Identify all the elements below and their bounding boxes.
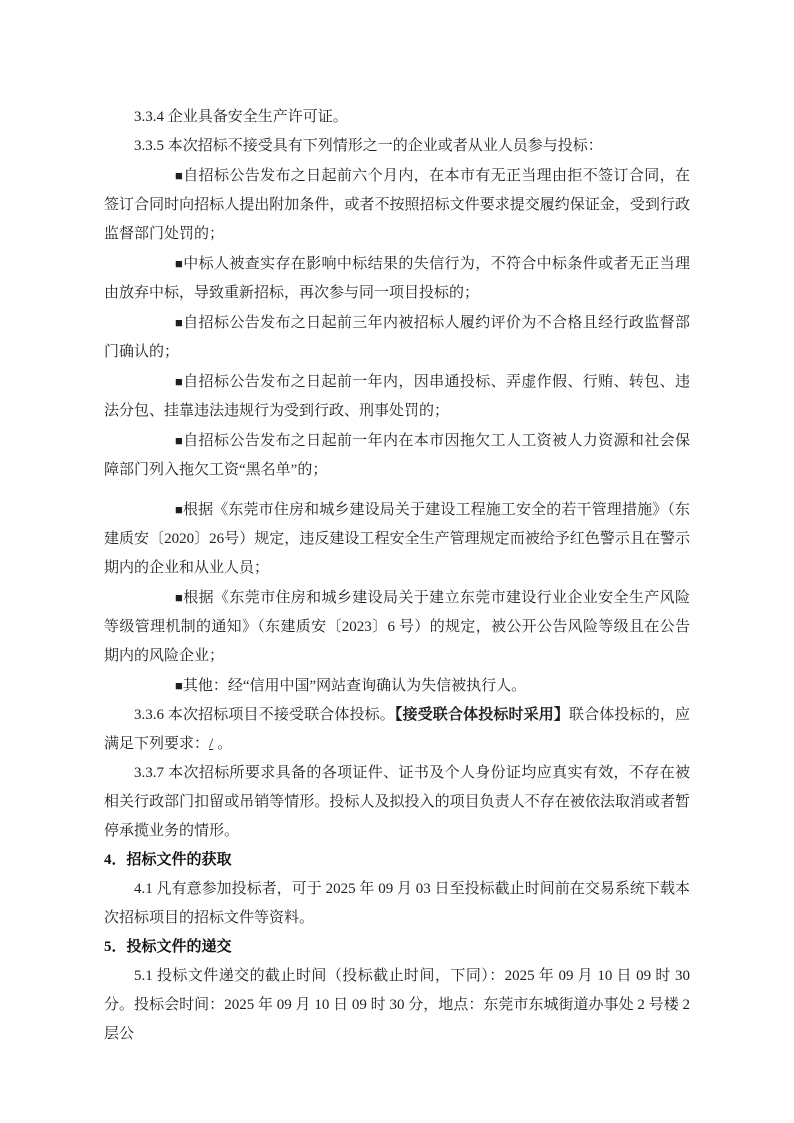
bullet-square-icon: ■ (175, 315, 184, 330)
disqualification-item-7 (104, 583, 690, 671)
bullet-square-icon: ■ (175, 374, 184, 389)
clause-3-3-7: 3.3.7 本次招标所要求具备的各项证件、证书及个人身份证均应真实有效，不存在被相关行政部门扣留或吊销等情形。投标人及拟投入的项目负责人不存在被依法取消或者暂停承揽业务的情形。 (104, 765, 690, 839)
clause-3-3-6 (104, 701, 690, 759)
disqualification-item-8-text: 其他：经“信用中国”网站查询确认为失信被执行人。 (182, 678, 527, 694)
clause-3-3-6-mid: 联合体投标的，应满足下列要求： (104, 707, 690, 752)
clause-5-1: 5.1 投标文件递交的截止时间（投标截止时间，下同）：2025 年 09 月 10 日 09 时 30 分。投标会时间：2025 年 09 月 10 日 09 时 30 分，地点：东莞市东城街道办事处 2 号楼 2 层公 (104, 968, 690, 1042)
disqualification-item-1 (104, 161, 690, 249)
clause-3-3-4: 3.3.4 企业具备安全生产许可证。 (134, 109, 348, 125)
document-body (104, 103, 690, 1049)
bullet-square-icon: ■ (175, 168, 184, 183)
bullet-square-icon: ■ (175, 433, 184, 448)
clause-3-3-6-bold-note: 【接受联合体投标时采用】 (394, 707, 570, 723)
disqualification-item-3 (104, 308, 690, 367)
disqualification-item-5 (104, 426, 690, 485)
disqualification-item-4-text: 自招标公告发布之日起前一年内，因串通投标、弄虚作假、行贿、转包、违法分包、挂靠违法违规行为受到行政、刑事处罚的； (104, 374, 690, 419)
clause-3-3-6-pre: 3.3.6 本次招标项目不接受联合体投标。 (134, 707, 395, 723)
clause-3-3-5: 3.3.5 本次招标不接受具有下列情形之一的企业或者从业人员参与投标： (134, 138, 603, 154)
disqualification-item-7-text: 根据《东莞市住房和城乡建设局关于建立东莞市建设行业企业安全生产风险等级管理机制的通知》（东建质安〔2023〕6 号）的规定，被公开公告风险等级且在公告期内的风险企业； (104, 590, 690, 664)
disqualification-item-2 (104, 249, 690, 308)
bullet-square-icon: ■ (175, 502, 183, 517)
disqualification-item-1-text: 自招标公告发布之日起前六个月内，在本市有无正当理由拒不签订合同，在签订合同时向招标人提出附加条件，或者不按照招标文件要求提交履约保证金，受到行政监督部门处罚的； (104, 168, 690, 242)
disqualification-item-6 (104, 495, 690, 583)
disqualification-item-5-text: 自招标公告发布之日起前一年内在本市因拖欠工人工资被人力资源和社会保障部门列入拖欠工资“黑名单”的； (104, 433, 690, 478)
disqualification-item-2-text: 中标人被查实存在影响中标结果的失信行为，不符合中标条件或者无正当理由放弃中标，导致重新招标，再次参与同一项目投标的； (104, 256, 690, 301)
disqualification-item-8 (104, 671, 690, 701)
bullet-square-icon: ■ (175, 590, 184, 605)
disqualification-item-6-text: 根据《东莞市住房和城乡建设局关于建设工程施工安全的若干管理措施》（东建质安〔2020〕26号）规定，违反建设工程安全生产管理规定而被给予红色警示且在警示期内的企业和从业人员； (104, 502, 690, 576)
bullet-square-icon: ■ (175, 678, 183, 693)
section-heading-5: 5．投标文件的递交 (104, 939, 232, 955)
clause-3-3-6-placeholder: / (209, 736, 214, 752)
clause-3-3-6-end: 。 (217, 736, 233, 752)
bullet-square-icon: ■ (175, 256, 184, 271)
disqualification-item-4 (104, 367, 690, 426)
clause-4-1: 4.1 凡有意参加投标者，可于 2025 年 09 月 03 日至投标截止时间前在交易系统下载本次招标项目的招标文件等资料。 (104, 881, 690, 926)
section-heading-4: 4．招标文件的获取 (104, 852, 232, 868)
disqualification-item-3-text: 自招标公告发布之日起前三年内被招标人履约评价为不合格且经行政监督部门确认的； (104, 315, 690, 360)
